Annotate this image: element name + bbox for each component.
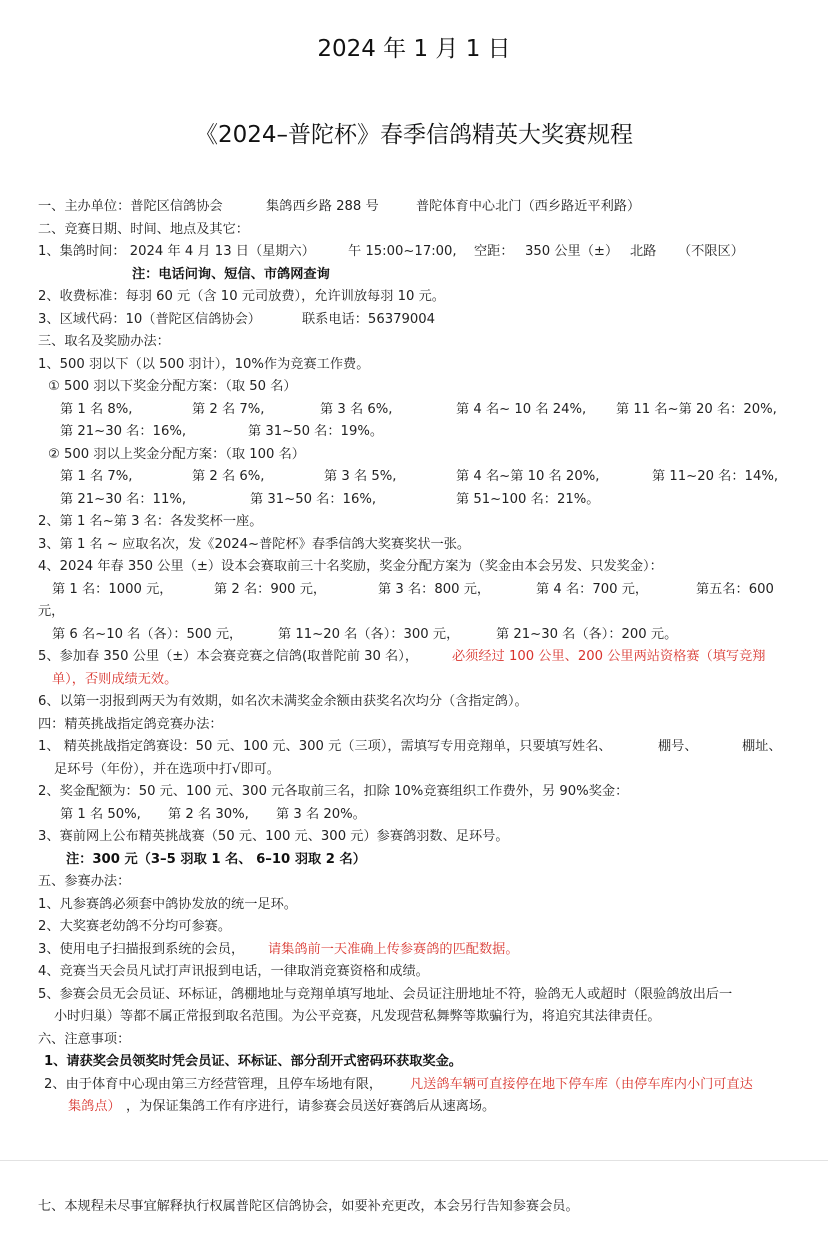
prize-row [38,579,798,602]
region-code: 3、区域代码：10（普陀区信鸽协会） [38,311,261,327]
prize-cell: 第 21~30 名：11%, [60,491,187,507]
section-heading [38,219,798,242]
prize-cell: 第 4 名~第 10 名 20%, [456,469,600,484]
rule-line [38,781,798,804]
parking-rule-end: ，为保证集鸽工作有序进行，请参赛会员送好赛鸽后从速离场。 [126,1099,496,1114]
prize-row [38,489,798,512]
prize-cell: 第 4 名~ 10 名 24%, [456,401,587,417]
prize-cell: 第五名：600 [696,581,774,597]
ring-rule: 1、凡参赛鸽必须套中鸽协发放的统一足环。 [38,896,297,912]
prize-row [38,624,798,647]
prize-cell: 第 2 名 7%, [192,401,265,417]
upload-warning: 请集鸽前一天准确上传参赛鸽的匹配数据。 [268,941,519,957]
region-line [38,309,798,332]
challenge-rule: 1、 精英挑战指定鸽赛设：50 元、100 元、300 元（三项），需填写专用竞翔单，只要填写姓名、 [38,739,612,754]
wrap-line [38,601,798,624]
prize-row [38,421,798,444]
distance-value: 350 公里（±） [525,244,619,259]
document-title: 《2024–普陀杯》春季信鸽精英大奖赛规程 [194,122,634,148]
eligibility-rule: 5、参赛会员无会员证、环标证，鸽棚地址与竞翔单填写地址、会员证注册地址不符，验鸽无人或超时（限验鸽放出后一 [38,986,733,1002]
prize-cell: 第 2 名 30%, [168,806,249,822]
electronic-rule: 3、使用电子扫描报到系统的会员， [38,941,245,957]
eligibility-rule-cont: 小时归巢）等都不属正常报到取名范围。为公平竞赛，凡发现营私舞弊等欺骗行为，将追究其法律责任。 [54,1009,661,1024]
venue: 普陀体育中心北门（西乡路近平利路） [416,199,641,214]
prize-cell: 第 31~50 名：16%, [250,491,377,507]
prize-cell: 第 11~20 名（各）：300 元， [278,626,460,642]
qualification-warning-end: 单），否则成绩无效。 [52,671,178,687]
footer-note: 七、本规程未尽事宜解释执行权属普陀区信鸽协会，如要补充更改，本会另行告知参赛会员。 [38,1199,579,1214]
challenge-note: 注：300 元（3–5 羽取 1 名、 6–10 羽取 2 名） [66,851,366,867]
prize-cell: 第 11 名~第 20 名：20%, [616,401,777,417]
document-date: 2024 年 1 月 1 日 [317,36,511,62]
award-claim-rule: 1、请获奖会员领奖时凭会员证、环标证、部分刮开式密码环获取奖金。 [44,1054,462,1069]
prize-row [38,399,798,422]
prize-cell: 第 1 名：1000 元， [52,581,173,597]
trophy-rule: 2、第 1 名~第 3 名：各发奖杯一座。 [38,514,263,529]
prize-cell-wrap: 元， [38,604,65,619]
phone-test-rule: 4、竞赛当天会员凡试打声讯报到电话，一律取消竞赛资格和成绩。 [38,964,429,979]
parking-notice: 凡送鸽车辆可直接停在地下停车库（由停车库内小门可直达 [410,1076,753,1092]
rule-line [38,759,798,782]
validity-rule: 6、以第一羽报到两天为有效期，如名次未满奖金余额由获奖名次均分（含指定鸽）。 [38,694,528,709]
section-heading [38,1029,798,1052]
work-fee-rule: 1、500 羽以下（以 500 羽计），10%作为竞赛工作费。 [38,356,370,372]
prize-cell: 第 3 名 5%, [324,469,397,484]
section-3-heading: 三、取名及奖励办法： [38,334,170,349]
note-line [38,264,798,287]
fee-standard: 2、收费标准：每羽 60 元（含 10 元司放费），允许训放每羽 10 元。 [38,289,445,304]
rule-line [38,1074,798,1097]
rule-line [38,939,798,962]
note-line [38,849,798,872]
regulation-body [38,196,798,1119]
parking-notice-end: 集鸽点） [68,1099,121,1114]
rule-line [38,556,798,579]
age-rule: 2、大奖赛老幼鸽不分均可参赛。 [38,919,232,934]
inquiry-note: 注：电话问询、短信、市鸽网查询 [132,266,330,282]
prize-cell: 第 1 名 7%, [60,469,133,484]
rule-line [38,894,798,917]
prize-cell: 第 21~30 名（各）：200 元。 [496,626,678,642]
prize-cell: 第 1 名 8%, [60,401,133,417]
prize-cell: 第 11~20 名：14%, [652,469,779,484]
loft-address: 棚址、 [742,739,782,754]
section-heading [38,871,798,894]
zone-note: （不限区） [678,244,744,259]
prize-cell: 第 3 名 6%, [320,401,393,417]
divider [0,1160,828,1161]
fee-line [38,286,798,309]
gathering-time-line [38,241,798,264]
challenge-rule-cont: 足环号（年份），并在选项中打√即可。 [54,761,280,777]
plan-over-500: ② 500 羽以上奖金分配方案：（取 100 名） [48,446,305,462]
section-5-heading: 五、参赛办法： [38,874,131,889]
section-heading [38,714,798,737]
loft-number: 棚号、 [658,739,698,754]
prize-cell: 第 2 名：900 元， [214,581,327,597]
organizer: 一、主办单位：普陀区信鸽协会 [38,199,223,214]
prize-cell: 第 2 名 6%, [192,469,265,484]
prize-cell: 第 3 名 20%。 [276,806,366,822]
rule-line [38,826,798,849]
section-2-heading: 二、竞赛日期、时间、地点及其它： [38,221,249,237]
organizer-line [38,196,798,219]
rule-line [38,1006,798,1029]
contact-phone: 联系电话：56379004 [302,311,436,327]
rule-line [38,691,798,714]
certificate-rule: 3、第 1 名 ~ 应取名次，发《2024~普陀杯》春季信鸽大奖赛奖状一张。 [38,536,471,552]
gathering-date: 1、集鸽时间： 2024 年 4 月 13 日（星期六） [38,244,315,259]
rule-line [38,736,798,759]
qualification-warning: 必须经过 100 公里、200 公里两站资格赛（填写竞翔 [452,649,766,664]
rule-line [38,984,798,1007]
prize-cell: 第 21~30 名：16%, [60,424,187,439]
rule-line [38,916,798,939]
prize-cell: 第 51~100 名：21%。 [456,491,600,507]
rule-line [38,511,798,534]
prize-cell: 第 1 名 50%, [60,806,141,822]
direction: 北路 [630,244,657,259]
rule-line [38,646,798,669]
prize-row [38,804,798,827]
prize-cell: 第 3 名：800 元， [378,581,491,597]
gathering-hours: 午 15:00~17:00, [348,244,457,259]
plan-line [38,444,798,467]
prize-row [38,466,798,489]
gathering-address: 集鸽西乡路 288 号 [266,199,379,214]
prize-cell: 第 31~50 名：19%。 [248,424,384,439]
section-4-heading: 四：精英挑战指定鸽竞赛办法： [38,716,223,732]
distance-label: 空距： [474,244,514,259]
rule-line [38,354,798,377]
prize-cell: 第 6 名~10 名（各）：500 元， [52,626,243,642]
qualification-rule: 5、参加春 350 公里（±）本会赛竞赛之信鸽(取普陀前 30 名）， [38,649,419,664]
prize-cell: 第 4 名：700 元， [536,581,649,597]
publish-rule: 3、赛前网上公布精英挑战赛（50 元、100 元、300 元）参赛鸽羽数、足环号。 [38,829,509,844]
bonus-quota-rule: 2、奖金配额为：50 元、100 元、300 元各取前三名，扣除 10%竞赛组织工作费外，另 90%奖金： [38,784,629,799]
rule-line [38,1051,798,1074]
rule-line [38,669,798,692]
club-race-rule: 4、2024 年春 350 公里（±）设本会赛取前三十名奖励，奖金分配方案为（奖金由本会另发、只发奖金）： [38,559,663,574]
plan-under-500: ① 500 羽以下奖金分配方案：（取 50 名） [48,379,297,394]
section-6-heading: 六、注意事项： [38,1031,131,1047]
section-heading [38,331,798,354]
plan-line [38,376,798,399]
rule-line [38,961,798,984]
parking-rule: 2、由于体育中心现由第三方经营管理，且停车场地有限， [44,1076,383,1092]
rule-line [38,534,798,557]
rule-line [38,1096,798,1119]
